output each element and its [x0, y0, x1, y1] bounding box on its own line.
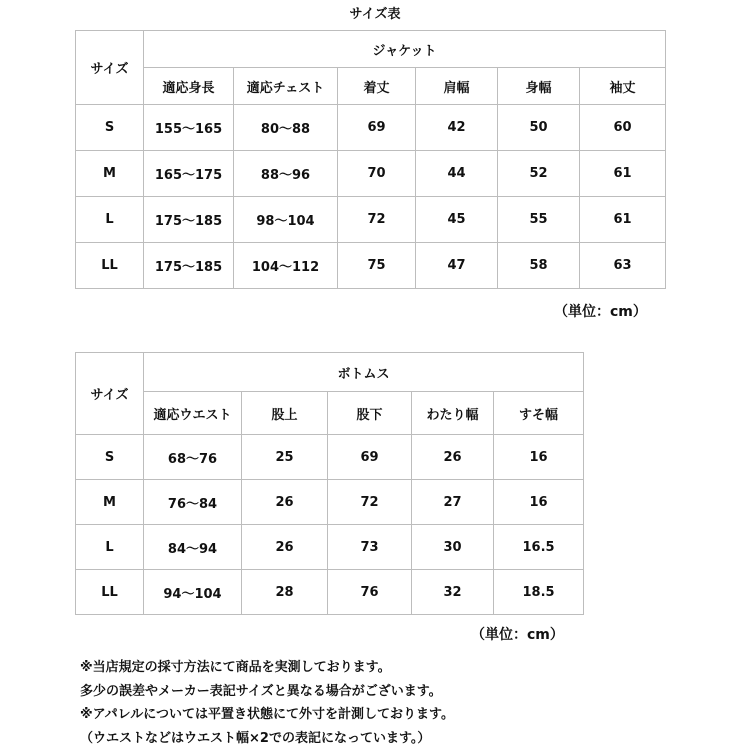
jacket-column-header: 袖丈	[580, 68, 666, 105]
jacket-column-header: 身幅	[498, 68, 580, 105]
table-cell: 26	[412, 435, 494, 480]
table-cell: 165～175	[144, 151, 234, 197]
table-cell: 16	[494, 480, 584, 525]
table-cell: 58	[498, 243, 580, 289]
jacket-size-table	[75, 30, 666, 289]
bottoms-size-table	[75, 352, 584, 615]
table-cell: 61	[580, 197, 666, 243]
table-row	[76, 570, 584, 615]
table-cell: 73	[328, 525, 412, 570]
table-cell: 63	[580, 243, 666, 289]
jacket-column-header: 適応チェスト	[234, 68, 338, 105]
table-cell: 70	[338, 151, 416, 197]
note-line: ※当店規定の採寸方法にて商品を実測しております。	[80, 660, 391, 675]
table-cell: 94～104	[144, 570, 242, 615]
table-cell: 44	[416, 151, 498, 197]
table-row	[76, 105, 666, 151]
size-label: S	[76, 435, 144, 480]
table-cell: 30	[412, 525, 494, 570]
table-cell: 75	[338, 243, 416, 289]
table-cell: 60	[580, 105, 666, 151]
table-cell: 16.5	[494, 525, 584, 570]
table-row	[76, 197, 666, 243]
table-cell: 80～88	[234, 105, 338, 151]
table-cell: 25	[242, 435, 328, 480]
table-row	[76, 435, 584, 480]
table-cell: 76～84	[144, 480, 242, 525]
size-label: L	[76, 525, 144, 570]
table-cell: 69	[328, 435, 412, 480]
jacket-column-header: 適応身長	[144, 68, 234, 105]
table-cell: 175～185	[144, 197, 234, 243]
table-cell: 72	[338, 197, 416, 243]
note-line: （ウエストなどはウエスト幅×2での表記になっています。）	[80, 730, 431, 746]
table-cell: 18.5	[494, 570, 584, 615]
size-label: M	[76, 480, 144, 525]
size-label: L	[76, 197, 144, 243]
jacket-unit-note: （単位：cm）	[554, 304, 647, 320]
table-row	[76, 525, 584, 570]
table-cell: 76	[328, 570, 412, 615]
jacket-column-header: 肩幅	[416, 68, 498, 105]
table-cell: 27	[412, 480, 494, 525]
table-cell: 47	[416, 243, 498, 289]
jacket-group-header: ジャケット	[144, 31, 666, 68]
size-label: M	[76, 151, 144, 197]
page-title: サイズ表	[349, 7, 401, 22]
bottoms-column-header: 適応ウエスト	[144, 392, 242, 435]
bottoms-column-header: 股下	[328, 392, 412, 435]
table-cell: 84～94	[144, 525, 242, 570]
table-cell: 61	[580, 151, 666, 197]
size-label: LL	[76, 243, 144, 289]
size-label: LL	[76, 570, 144, 615]
table-cell: 68～76	[144, 435, 242, 480]
bottoms-size-header: サイズ	[76, 353, 144, 435]
table-row	[76, 243, 666, 289]
table-cell: 55	[498, 197, 580, 243]
table-cell: 16	[494, 435, 584, 480]
table-cell: 26	[242, 480, 328, 525]
table-cell: 98～104	[234, 197, 338, 243]
table-cell: 72	[328, 480, 412, 525]
table-cell: 155～165	[144, 105, 234, 151]
measurement-notes	[80, 656, 740, 750]
bottoms-column-header: 股上	[242, 392, 328, 435]
table-cell: 104～112	[234, 243, 338, 289]
table-cell: 45	[416, 197, 498, 243]
bottoms-group-header: ボトムス	[144, 353, 584, 392]
table-cell: 42	[416, 105, 498, 151]
jacket-column-header: 着丈	[338, 68, 416, 105]
note-line: ※アパレルについては平置き状態にて外寸を計測しております。	[80, 707, 454, 722]
bottoms-unit-note: （単位：cm）	[471, 627, 564, 643]
note-line: 多少の誤差やメーカー表記サイズと異なる場合がございます。	[80, 683, 442, 699]
table-row	[76, 480, 584, 525]
table-cell: 32	[412, 570, 494, 615]
bottoms-column-header: すそ幅	[494, 392, 584, 435]
size-label: S	[76, 105, 144, 151]
table-row	[76, 151, 666, 197]
table-cell: 69	[338, 105, 416, 151]
table-cell: 52	[498, 151, 580, 197]
table-cell: 175～185	[144, 243, 234, 289]
bottoms-column-header: わたり幅	[412, 392, 494, 435]
table-cell: 26	[242, 525, 328, 570]
jacket-size-header: サイズ	[76, 31, 144, 105]
table-cell: 50	[498, 105, 580, 151]
table-cell: 28	[242, 570, 328, 615]
table-cell: 88～96	[234, 151, 338, 197]
